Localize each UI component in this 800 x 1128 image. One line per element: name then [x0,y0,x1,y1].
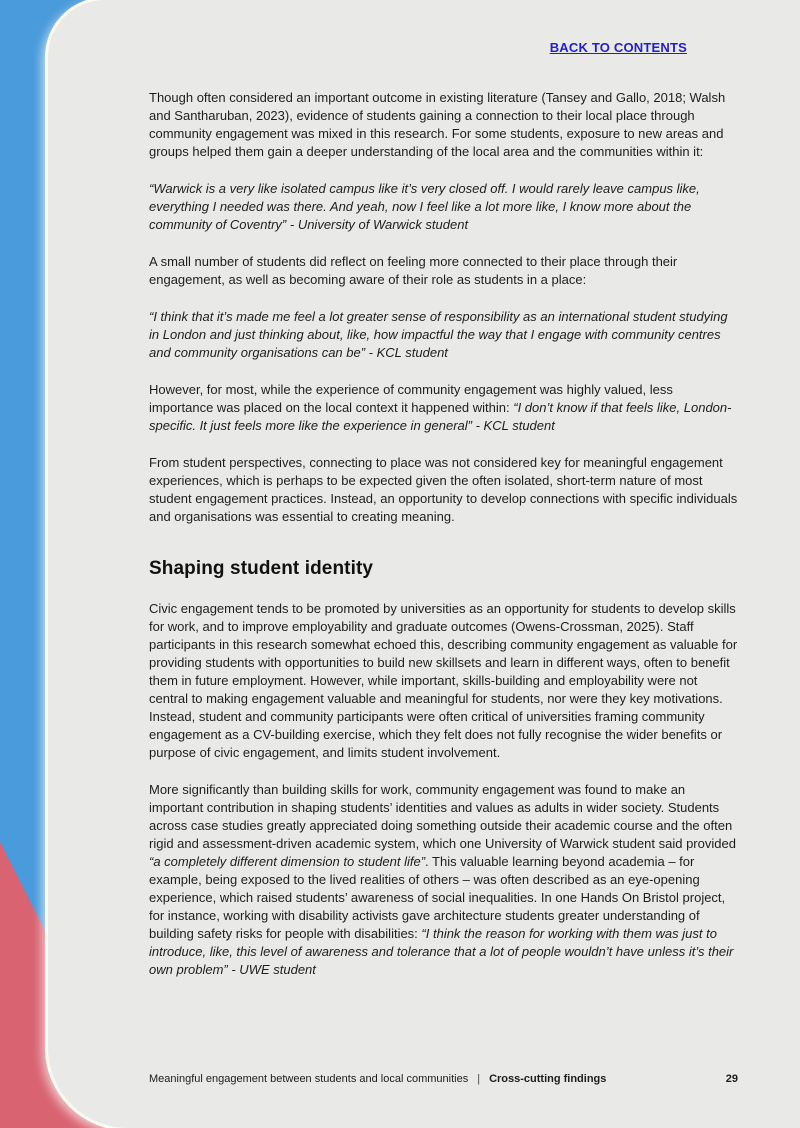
paragraph-text: More significantly than building skills for work, community engagement was found to make an important contribution in shaping students’ identities and values as adults in wider society. Students across case studies greatly appreciated doing something outside their academic course and the often rigid and assessment-driven academic system, which one University of Warwick student said provided [149,782,736,851]
quote-kcl-student-general: “I don’t know if that feels like, London-specific. It just feels more like the experience in general” - KCL student [149,400,732,433]
page-number: 29 [725,1073,738,1085]
content-column [149,89,739,998]
paragraph-however-local-context [149,381,739,435]
page-panel [48,0,800,1128]
footer-separator: | [477,1073,481,1085]
page-footer [149,1072,738,1086]
quote-warwick-student: “Warwick is a very like isolated campus like it’s very closed off. I would rarely leave campus like, everything I needed was there. And yeah, now I feel like a lot more like, I know more about the community of Coventry” - University of Warwick student [149,181,700,232]
quote-uwe-student: “I think the reason for working with them was just to introduce, like, this level of awareness and tolerance that a lot of people wouldn’t have unless it’s their own problem” - UWE student [149,926,734,977]
paragraph-student-perspectives: From student perspectives, connecting to place was not considered key for meaningful engagement experiences, which is perhaps to be expected given the often isolated, short-term nature of most student engagement practices. Instead, an opportunity to develop connections with specific individuals and organisations was essential to creating meaning. [149,455,738,524]
paragraph-small-number-reflect: A small number of students did reflect on feeling more connected to their place through their engagement, as well as becoming aware of their role as students in a place: [149,254,678,287]
footer-title-group [149,1072,606,1086]
paragraph-place-connection-intro: Though often considered an important outcome in existing literature (Tansey and Gallo, 2018; Walsh and Santharuban, 2023), evidence of students gaining a connection to their local place through community engagement was mixed in this research. For some students, exposure to new areas and groups helped them gain a deeper understanding of the local area and the communities within it: [149,90,726,159]
footer-section-title: Cross-cutting findings [489,1073,607,1085]
section-heading: Shaping student identity [149,558,374,579]
quote-kcl-student-responsibility: “I think that it’s made me feel a lot greater sense of responsibility as an international student studying in London and just thinking about, like, how impactful the way that I engage with community centres and community organisations can be” - KCL student [149,309,728,360]
back-to-contents-link[interactable]: BACK TO CONTENTS [549,40,687,55]
quote-warwick-dimension: “a completely different dimension to student life” [149,854,426,869]
paragraph-text: However, for most, while the experience of community engagement was highly valued, less importance was placed on the local context it happened within: [149,382,673,415]
paragraph-text: . This valuable learning beyond academia – for example, being exposed to the lived realities of others – was often described as an eye-opening experience, which raised students’ awareness of social inequalities. In one Hands On Bristol project, for instance, working with disability activists gave architecture students greater understanding of building safety risks for people with disabilities: [149,854,726,941]
paragraph-shaping-identities [149,781,739,979]
paragraph-civic-engagement-skills: Civic engagement tends to be promoted by universities as an opportunity for students to develop skills for work, and to improve employability and graduate outcomes (Owens-Crossman, 2025). Staff participants in this research somewhat echoed this, describing community engagement as valuable for providing students with opportunities to build new skillsets and learn in different ways, often to benefit them in future employment. However, while important, skills-building and employability were not central to making engagement valuable and meaningful for students, nor were they key motivations. Instead, student and community participants were often critical of universities framing community engagement as a CV-building exercise, which they felt does not fully recognise the wider benefits or purpose of civic engagement, and limits student involvement. [149,601,738,760]
footer-doc-title: Meaningful engagement between students and local communities [149,1073,469,1085]
